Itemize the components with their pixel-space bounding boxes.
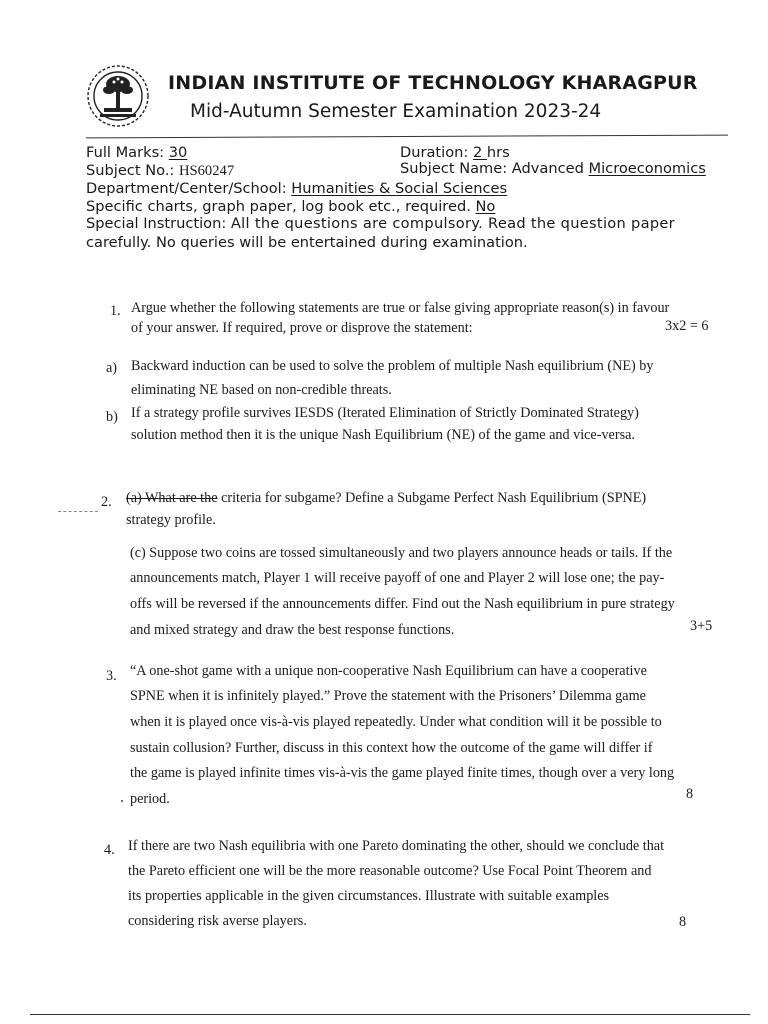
question-4-text-line-2: the Pareto efficient one will be the more reasonable outcome? Use Focal Point Theorem and bbox=[128, 863, 652, 879]
full-marks-line bbox=[86, 144, 187, 162]
question-2-marks: 3+5 bbox=[690, 618, 713, 634]
question-3-text-line-1: “A one-shot game with a unique non-cooperative Nash Equilibrium can have a cooperative bbox=[130, 663, 647, 679]
duration-unit: hrs bbox=[486, 144, 510, 161]
question-2-text-rest: criteria for subgame? Define a Subgame Perfect Nash Equilibrium (SPNE) bbox=[217, 490, 647, 506]
department-line bbox=[86, 180, 507, 198]
question-1-number: 1. bbox=[110, 303, 121, 319]
question-3-text-line-6: period. bbox=[130, 791, 170, 807]
special-instruction-line bbox=[86, 215, 675, 233]
special-instruction-label: Special Instruction: bbox=[86, 215, 231, 232]
question-1a-text-line-1: Backward induction can be used to solve the problem of multiple Nash equilibrium (NE) by bbox=[131, 358, 654, 374]
question-1b-text-line-1: If a strategy profile survives IESDS (Iterated Elimination of Strictly Dominated Strategy) bbox=[131, 405, 639, 421]
question-4-marks: 8 bbox=[679, 914, 687, 930]
question-3-marks: 8 bbox=[686, 786, 694, 802]
question-3-text-line-3: when it is played once vis-à-vis played repeatedly. Under what condition will it be possible to bbox=[130, 714, 662, 730]
question-2-text-line-1 bbox=[126, 488, 646, 508]
question-3-text-line-5: the game is played infinite times vis-à-vis the game played finite times, though over a very long bbox=[130, 765, 675, 781]
question-1-marks: 3x2 = 6 bbox=[665, 318, 709, 334]
iit-kharagpur-logo-icon bbox=[82, 60, 154, 132]
department-value: Humanities & Social Sciences bbox=[291, 180, 508, 197]
question-2-struck-text: (a) What are the bbox=[126, 490, 218, 506]
question-1-text-line-1: Argue whether the following statements are true or false giving appropriate reason(s) in favour bbox=[131, 300, 670, 316]
question-4-text-line-1: If there are two Nash equilibria with one Pareto dominating the other, should we conclude that bbox=[128, 838, 665, 854]
subject-name-label: Subject Name: Advanced bbox=[400, 160, 589, 177]
subject-name-value: Microeconomics bbox=[588, 160, 706, 177]
question-4-number: 4. bbox=[104, 842, 115, 858]
question-1b-text-line-2: solution method then it is the unique Nash Equilibrium (NE) of the game and vice-versa. bbox=[131, 427, 635, 443]
special-instruction-continued bbox=[86, 234, 528, 252]
institute-name: INDIAN INSTITUTE OF TECHNOLOGY KHARAGPUR bbox=[168, 72, 698, 94]
question-4-text-line-3: its properties applicable in the given circumstances. Illustrate with suitable examples bbox=[128, 888, 610, 904]
full-marks-label: Full Marks: bbox=[86, 144, 169, 161]
question-1b-label: b) bbox=[106, 409, 118, 425]
question-2c-text-line-1: (c) Suppose two coins are tossed simultaneously and two players announce heads or tails. If the bbox=[130, 545, 673, 561]
full-marks-value: 30 bbox=[168, 144, 188, 161]
charts-line bbox=[86, 198, 495, 216]
department-label: Department/Center/School: bbox=[86, 180, 292, 197]
subject-no-line bbox=[86, 162, 234, 180]
question-3-number: 3. bbox=[106, 668, 117, 684]
question-2c-text-line-3: offs will be reversed if the announcements differ. Find out the Nash equilibrium in pure strategy bbox=[130, 596, 675, 612]
footer-divider bbox=[30, 1014, 750, 1015]
charts-value: No bbox=[475, 198, 496, 215]
subject-no-label: Subject No.: bbox=[86, 162, 179, 179]
question-1-text-line-2: of your answer. If required, prove or disprove the statement: bbox=[131, 320, 473, 336]
question-2-number: 2. bbox=[101, 494, 112, 510]
question-3-text-line-2: SPNE when it is infinitely played.” Prove the statement with the Prisoners’ Dilemma game bbox=[130, 688, 646, 704]
margin-dash bbox=[58, 511, 98, 512]
question-3-text-line-4: sustain collusion? Further, discuss in this context how the outcome of the game will differ if bbox=[130, 740, 653, 756]
duration-label: Duration: bbox=[400, 144, 473, 161]
question-4-text-line-4: considering risk averse players. bbox=[128, 913, 307, 929]
exam-title: Mid-Autumn Semester Examination 2023-24 bbox=[190, 101, 602, 122]
special-instruction-text-2: carefully. No queries will be entertained during examination. bbox=[86, 234, 528, 251]
header-divider bbox=[86, 135, 728, 139]
duration-value: 2 bbox=[472, 144, 487, 161]
question-2-text-line-2: strategy profile. bbox=[126, 512, 216, 528]
stray-mark bbox=[121, 800, 123, 802]
special-instruction-text-1: All the questions are compulsory. Read the question paper bbox=[230, 215, 675, 232]
subject-name-line bbox=[400, 160, 706, 178]
subject-no-value: HS60247 bbox=[178, 163, 235, 179]
question-1a-text-line-2: eliminating NE based on non-credible threats. bbox=[131, 382, 392, 398]
charts-label: Specific charts, graph paper, log book etc., required. bbox=[86, 198, 476, 215]
question-1a-label: a) bbox=[106, 360, 118, 376]
question-2c-text-line-4: and mixed strategy and draw the best response functions. bbox=[130, 622, 455, 638]
question-2c-text-line-2: announcements match, Player 1 will receive payoff of one and Player 2 will lose one; the pay- bbox=[130, 570, 665, 586]
